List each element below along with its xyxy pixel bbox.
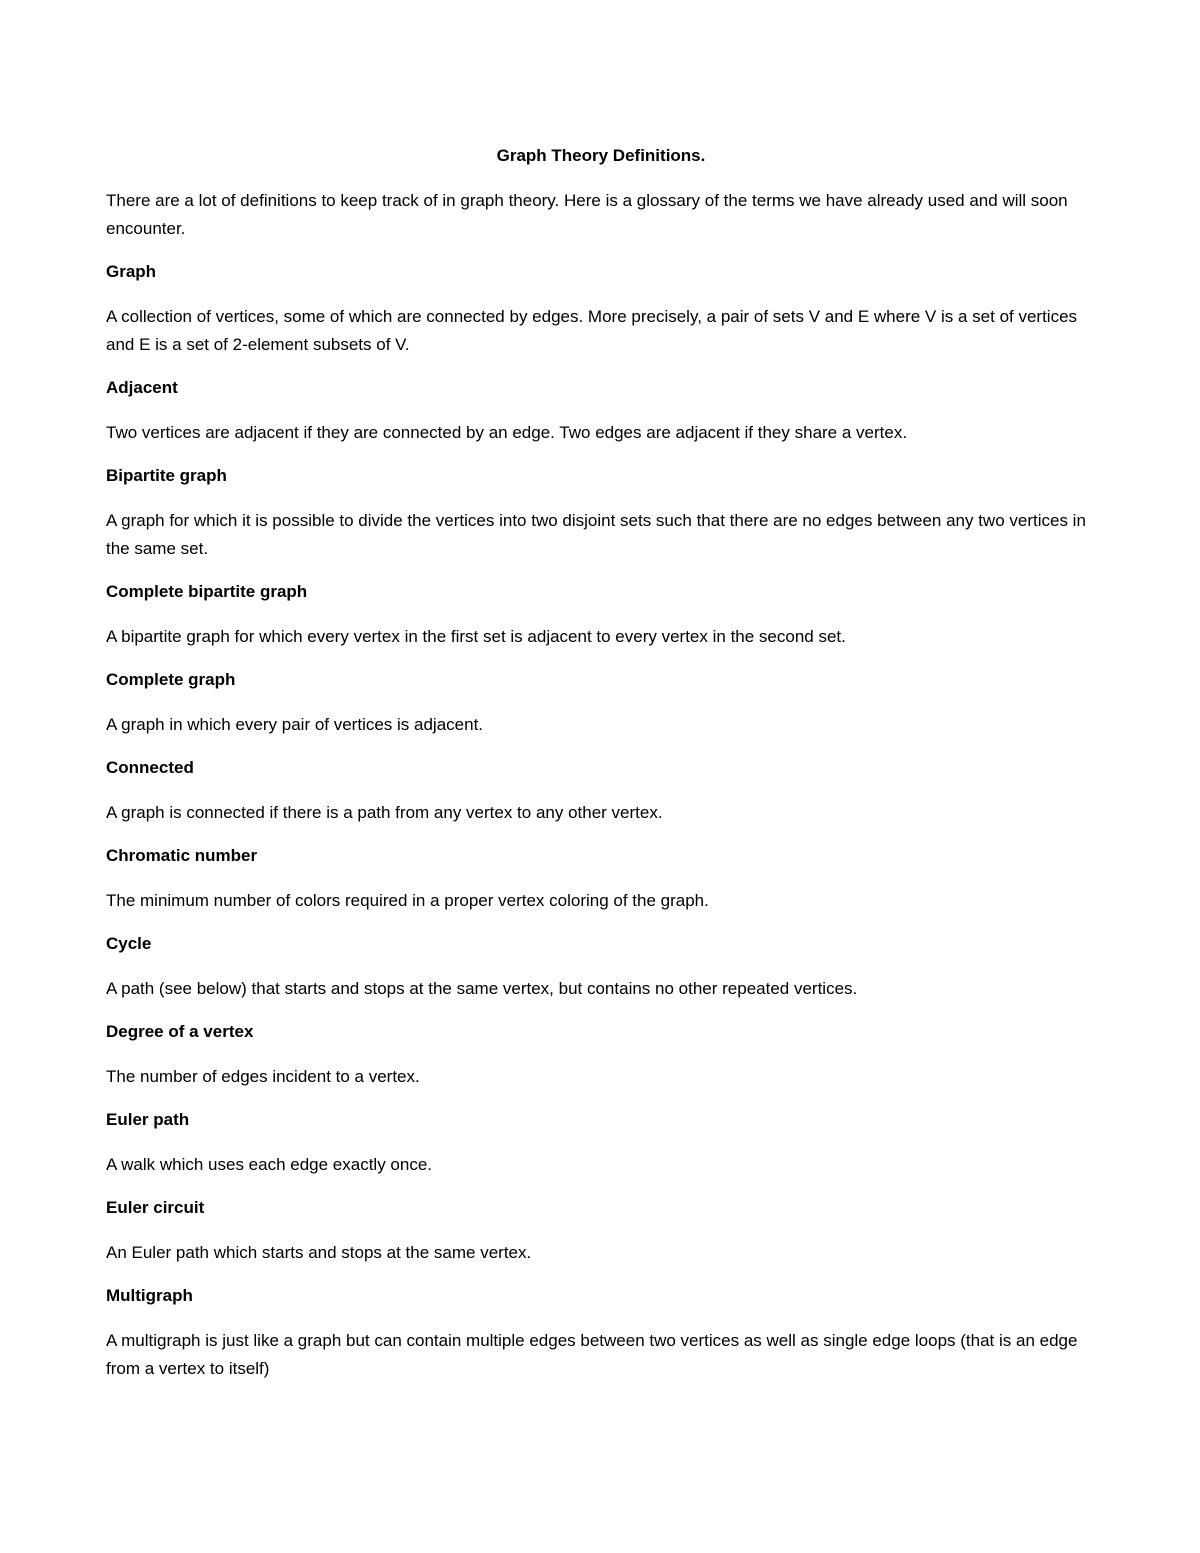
- term-definition: An Euler path which starts and stops at the same vertex.: [106, 1243, 532, 1262]
- glossary-entry: [106, 1107, 1096, 1179]
- term-heading: Degree of a vertex: [106, 1022, 254, 1041]
- term-heading: Bipartite graph: [106, 466, 227, 485]
- term-definition: A bipartite graph for which every vertex in the first set is adjacent to every vertex in the second set.: [106, 627, 846, 646]
- glossary-entry: [106, 755, 1096, 827]
- glossary-entry: [106, 463, 1096, 563]
- term-definition: A graph for which it is possible to divide the vertices into two disjoint sets such that there are no edges between any two vertices in the same set.: [106, 511, 1086, 558]
- glossary-entry: [106, 1195, 1096, 1267]
- term-heading: Euler path: [106, 1110, 190, 1129]
- document-page: [106, 143, 1096, 1399]
- glossary-entry: [106, 579, 1096, 651]
- term-definition: A walk which uses each edge exactly once.: [106, 1155, 433, 1174]
- term-definition: A graph is connected if there is a path from any vertex to any other vertex.: [106, 803, 663, 822]
- term-definition: The number of edges incident to a vertex.: [106, 1067, 420, 1086]
- term-heading: Euler circuit: [106, 1198, 205, 1217]
- glossary-entry: [106, 375, 1096, 447]
- glossary-entry: [106, 1019, 1096, 1091]
- term-heading: Complete graph: [106, 670, 236, 689]
- glossary-entry: [106, 931, 1096, 1003]
- term-definition: A path (see below) that starts and stops at the same vertex, but contains no other repeated vertices.: [106, 979, 858, 998]
- glossary-entry: [106, 667, 1096, 739]
- term-heading: Connected: [106, 758, 194, 777]
- term-definition: The minimum number of colors required in a proper vertex coloring of the graph.: [106, 891, 709, 910]
- term-heading: Cycle: [106, 934, 152, 953]
- term-definition: A graph in which every pair of vertices is adjacent.: [106, 715, 484, 734]
- glossary-entry: [106, 1283, 1096, 1383]
- glossary-entry: [106, 843, 1096, 915]
- term-heading: Adjacent: [106, 378, 178, 397]
- glossary-entry: [106, 259, 1096, 359]
- term-heading: Chromatic number: [106, 846, 258, 865]
- term-definition: A multigraph is just like a graph but can contain multiple edges between two vertices as well as single edge loops (that is an edge from a vertex to itself): [106, 1331, 1078, 1378]
- term-heading: Complete bipartite graph: [106, 582, 308, 601]
- intro-paragraph: There are a lot of definitions to keep track of in graph theory. Here is a glossary of the terms we have already used and will soon encounter.: [106, 191, 1068, 238]
- term-definition: Two vertices are adjacent if they are connected by an edge. Two edges are adjacent if they share a vertex.: [106, 423, 908, 442]
- document-title: Graph Theory Definitions.: [496, 146, 706, 165]
- term-heading: Graph: [106, 262, 157, 281]
- term-definition: A collection of vertices, some of which are connected by edges. More precisely, a pair of sets V and E where V is a set of vertices and E is a set of 2-element subsets of V.: [106, 307, 1078, 354]
- term-heading: Multigraph: [106, 1286, 193, 1305]
